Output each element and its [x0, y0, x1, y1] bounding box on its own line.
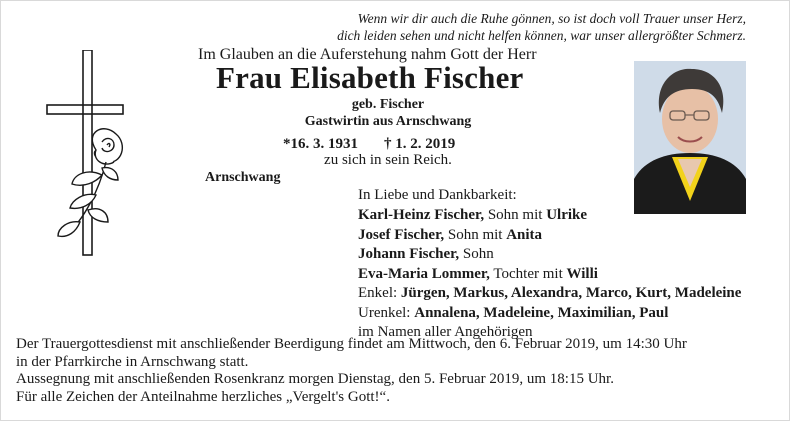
footer-line-3: Aussegnung mit anschließenden Rosenkranz morgen Dienstag, den 5. Februar 2019, um 18:15 Uhr.	[16, 371, 614, 387]
place-name: Arnschwang	[205, 170, 281, 185]
mourner-row: Johann Fischer, Sohn	[358, 246, 494, 262]
portrait-photo	[634, 61, 746, 214]
mourners-list	[358, 206, 741, 343]
grandchildren-row: Enkel: Jürgen, Markus, Alexandra, Marco, Kurt, Madeleine	[358, 285, 742, 301]
mourner-row: Karl-Heinz Fischer, Sohn mit Ulrike	[358, 207, 588, 223]
life-dates	[283, 136, 455, 153]
great-grandchildren-row: Urenkel: Annalena, Madeleine, Maximilian, Paul	[358, 304, 669, 321]
death-date: † 1. 2. 2019	[384, 136, 456, 152]
birth-name: geb. Fischer	[351, 97, 425, 112]
quote-line-1: Wenn wir dir auch die Ruhe gönnen, so ist doch voll Trauer unser Herz,	[357, 11, 746, 26]
footer-line-2: in der Pfarrkirche in Arnschwang statt.	[16, 353, 249, 370]
thanks-text: In Liebe und Dankbarkeit:	[358, 187, 517, 203]
cross-with-rose-icon	[44, 50, 134, 270]
footer-line-4: Für alle Zeichen der Anteilnahme herzliches „Vergelt's Gott!“.	[16, 388, 390, 405]
footer-line-1: Der Trauergottesdienst mit anschließender Beerdigung findet am Mittwoch, den 6. Februar 2019, um 14:30 Uhr	[16, 336, 687, 352]
mourner-row: Josef Fischer, Sohn mit Anita	[358, 226, 543, 243]
intro-text: Im Glauben an die Auferstehung nahm Gott der Herr	[198, 46, 537, 63]
service-details	[16, 336, 687, 406]
deceased-name: Frau Elisabeth Fischer	[216, 60, 524, 95]
birth-date: *16. 3. 1931	[283, 136, 358, 152]
phrase-text: zu sich in sein Reich.	[324, 152, 452, 168]
mourner-row: Eva-Maria Lommer, Tochter mit Willi	[358, 265, 598, 282]
relatives-row: im Namen aller Angehörigen	[358, 324, 533, 340]
deceased-role: Gastwirtin aus Arnschwang	[304, 114, 472, 129]
quote-line-2: dich leiden sehen und nicht helfen können, war unser allergrößter Schmerz.	[337, 28, 746, 43]
